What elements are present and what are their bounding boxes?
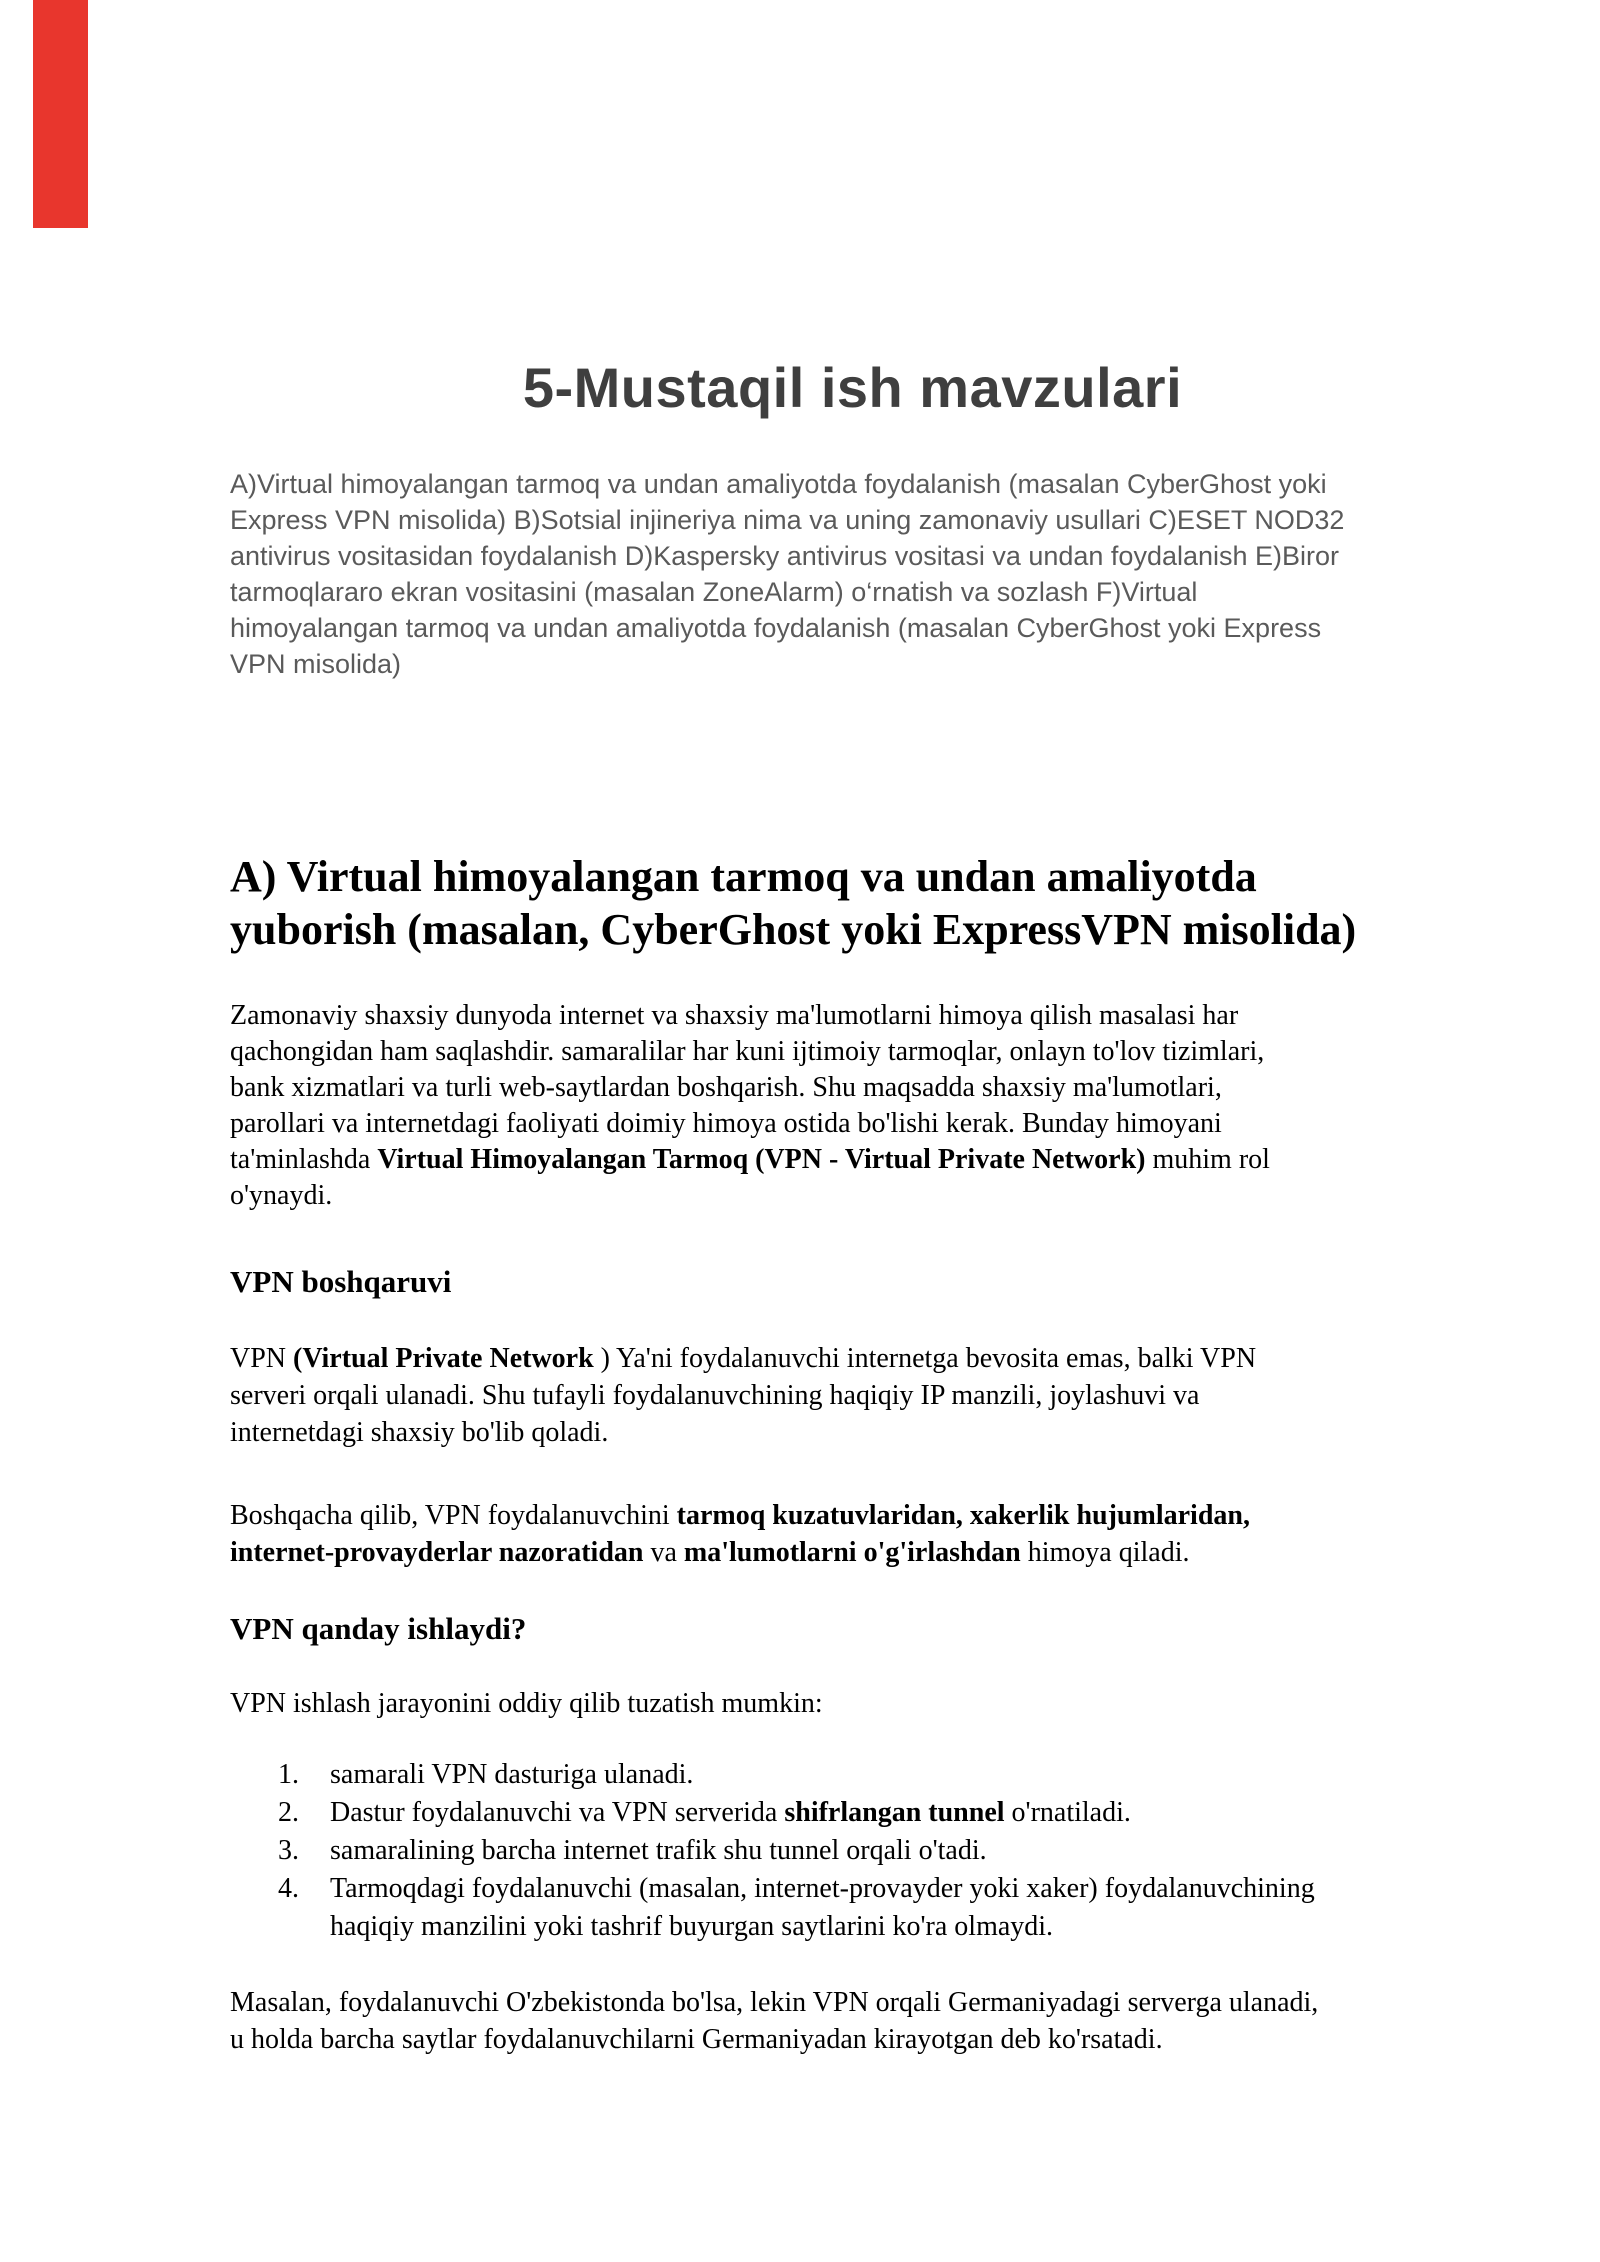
paragraph-line: Boshqacha qilib, VPN foydalanuvchini tarmoq kuzatuvlaridan, xakerlik hujumlaridan, — [230, 1500, 1250, 1531]
section-heading — [230, 850, 1475, 956]
list-item-line: Tarmoqdagi foydalanuvchi (masalan, internet-provayder yoki xaker) foydalanuvchining — [330, 1873, 1315, 1904]
intro-paragraph — [230, 466, 1475, 682]
list-item-number: 2. — [278, 1797, 299, 1828]
paragraph-line: ta'minlashda Virtual Himoyalangan Tarmoq (VPN - Virtual Private Network) muhim rol — [230, 1144, 1270, 1175]
intro-line: A)Virtual himoyalangan tarmoq va undan amaliyotda foydalanish (masalan CyberGhost yoki — [230, 469, 1327, 499]
red-bookmark-marker — [33, 0, 88, 228]
section-heading-line: A) Virtual himoyalangan tarmoq va undan amaliyotda — [230, 852, 1257, 901]
paragraph-line: parollari va internetdagi faoliyati doimiy himoya ostida bo'lishi kerak. Bunday himoyani — [230, 1108, 1222, 1139]
list-item — [230, 1794, 1475, 1832]
content-column — [230, 0, 1475, 2058]
paragraph-line: u holda barcha saytlar foydalanuvchilarni Germaniyadan kirayotgan deb ko'rsatadi. — [230, 2024, 1163, 2055]
list-item-text — [330, 1756, 693, 1794]
list-item-line: haqiqiy manzilini yoki tashrif buyurgan saytlarini ko'ra olmaydi. — [330, 1911, 1054, 1942]
paragraph-intro-vpn — [230, 998, 1475, 1214]
list-item-number: 1. — [278, 1759, 299, 1790]
paragraph-vpn-protection — [230, 1497, 1475, 1571]
paragraph-vpn-definition — [230, 1340, 1475, 1451]
paragraph-list-lead — [230, 1685, 1475, 1722]
list-item-text — [330, 1794, 1131, 1832]
list-item — [230, 1756, 1475, 1794]
list-item-line: samarali VPN dasturiga ulanadi. — [330, 1759, 694, 1790]
section-heading-line: yuborish (masalan, CyberGhost yoki ExpressVPN misolida) — [230, 905, 1357, 954]
list-item — [230, 1870, 1475, 1946]
paragraph-line: qachongidan ham saqlashdir. samaralilar har kuni ijtimoiy tarmoqlar, onlayn to'lov tizimlari, — [230, 1036, 1265, 1067]
paragraph-line: internetdagi shaxsiy bo'lib qoladi. — [230, 1417, 609, 1448]
paragraph-line: VPN ishlash jarayonini oddiy qilib tuzatish mumkin: — [230, 1688, 823, 1719]
list-item — [230, 1832, 1475, 1870]
paragraph-line: bank xizmatlari va turli web-saytlardan boshqarish. Shu maqsadda shaxsiy ma'lumotlari, — [230, 1072, 1222, 1103]
subheading-vpn-boshqaruvi: VPN boshqaruvi — [230, 1264, 452, 1299]
vpn-steps-list — [230, 1756, 1475, 1946]
paragraph-line: internet-provayderlar nazoratidan va ma'lumotlarni o'g'irlashdan himoya qiladi. — [230, 1537, 1190, 1568]
subheading-vpn-qanday-ishlaydi: VPN qanday ishlaydi? — [230, 1611, 527, 1646]
list-item-line: Dastur foydalanuvchi va VPN serverida shifrlangan tunnel o'rnatiladi. — [330, 1797, 1131, 1828]
list-item-number: 3. — [278, 1835, 299, 1866]
list-item-number: 4. — [278, 1873, 299, 1904]
list-item-text — [330, 1832, 987, 1870]
paragraph-line: VPN (Virtual Private Network ) Ya'ni foydalanuvchi internetga bevosita emas, balki VPN — [230, 1343, 1257, 1374]
intro-line: VPN misolida) — [230, 649, 402, 679]
intro-line: himoyalangan tarmoq va undan amaliyotda foydalanish (masalan CyberGhost yoki Express — [230, 613, 1322, 643]
list-item-line: samaralining barcha internet trafik shu tunnel orqali o'tadi. — [330, 1835, 987, 1866]
page-title: 5-Mustaqil ish mavzulari — [522, 356, 1183, 419]
paragraph-line: o'ynaydi. — [230, 1180, 333, 1211]
intro-line: Express VPN misolida) B)Sotsial injineriya nima va uning zamonaviy usullari C)ESET NOD32 — [230, 505, 1345, 535]
intro-line: antivirus vositasidan foydalanish D)Kaspersky antivirus vositasi va undan foydalanish E)Biror — [230, 541, 1340, 571]
paragraph-example — [230, 1984, 1475, 2058]
paragraph-line: Masalan, foydalanuvchi O'zbekistonda bo'lsa, lekin VPN orqali Germaniyadagi serverga ulanadi, — [230, 1987, 1319, 2018]
intro-line: tarmoqlararo ekran vositasini (masalan ZoneAlarm) o‘rnatish va sozlash F)Virtual — [230, 577, 1198, 607]
list-item-text — [330, 1870, 1315, 1946]
paragraph-line: serveri orqali ulanadi. Shu tufayli foydalanuvchining haqiqiy IP manzili, joylashuvi va — [230, 1380, 1200, 1411]
paragraph-line: Zamonaviy shaxsiy dunyoda internet va shaxsiy ma'lumotlarni himoya qilish masalasi har — [230, 1000, 1239, 1031]
